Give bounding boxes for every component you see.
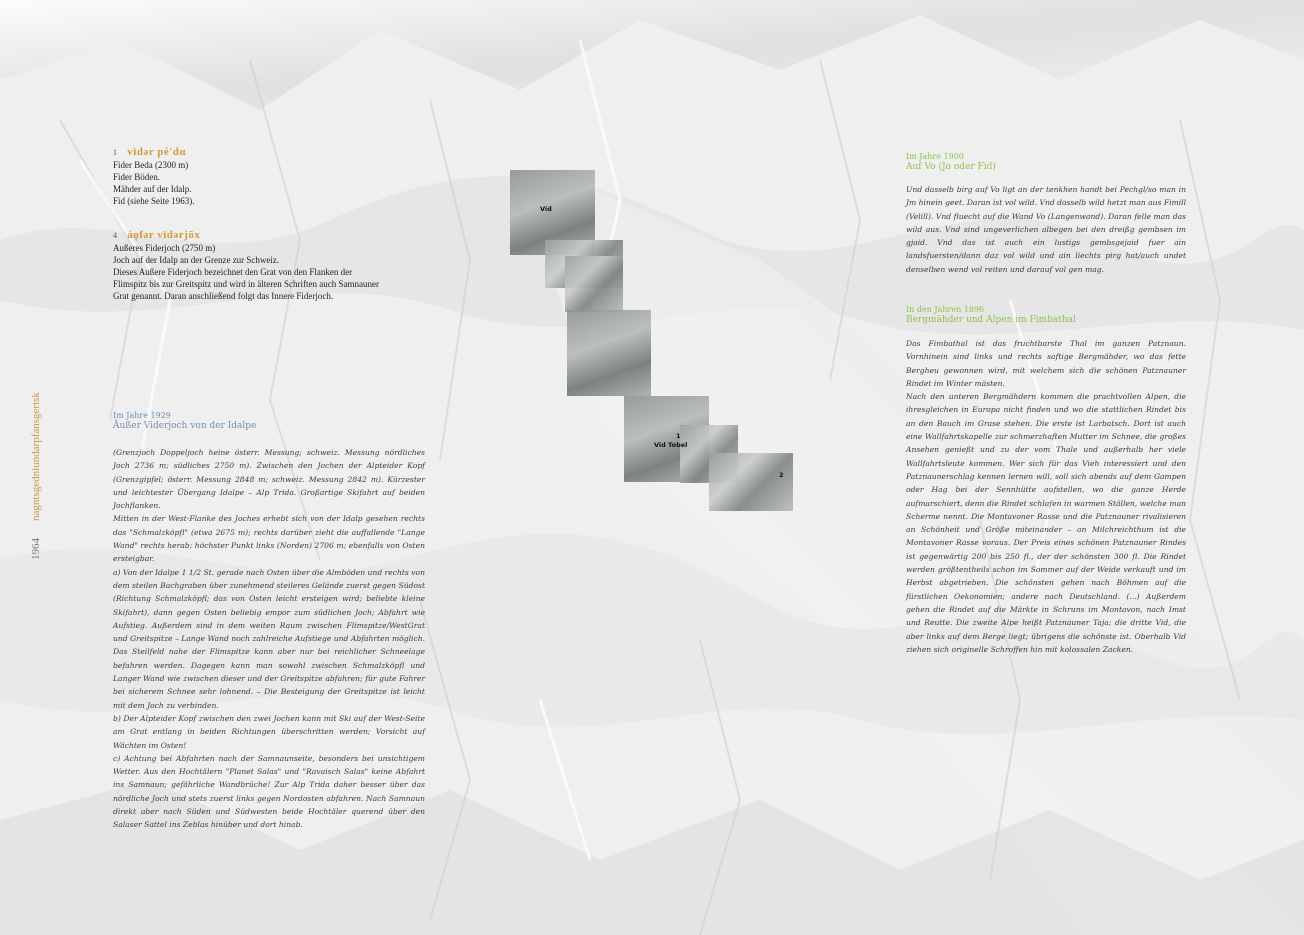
entry-number: 1 bbox=[113, 148, 117, 157]
entry-line: Joch auf der Idalp an der Grenze zur Schweiz. bbox=[113, 255, 280, 265]
article-paragraph: Mitten in der West-Flanke des Joches erhebt sich von der Idalp gesehen rechts das "Schmalzköpfl" (etwa 2675 m); rechts darüber zieht die auffallende "Lange Wand" rechts herab; höchster Punkt links (Norden) 2706 m; ebenfalls von Osten ersteigbar. bbox=[113, 514, 425, 564]
entry-phonetic: vīdər pé'dα bbox=[127, 146, 187, 158]
right-article-2-body bbox=[906, 337, 1186, 656]
map-label-vid-tobel: Vid Tobel bbox=[654, 441, 688, 449]
left-article-title: Äußer Viderjoch von der Idalpe bbox=[113, 421, 257, 431]
page-year: 1964 bbox=[30, 538, 42, 560]
entry-line: Fider Böden. bbox=[113, 172, 160, 182]
page-place-name: nagntsgedniundarpfansgertsk bbox=[30, 392, 42, 522]
article-paragraph: Nach den unteren Bergmähdern kommen die prachtvollen Alpen, die ihresgleichen in Europa nicht finden und wo die stattlichen Rindet bis an den Bauch im Grase stehen. Die erste ist Larbatsch. Dort ist auch eine Wallfahrtskapelle zur schmerzhaften Mutter im Schnee, die großes Ansehen genießt und zu der vom Thale und außerhalb her viele Wallfahrtsleute kommen. Wer sich für das Vieh interessiert und den Patznaunerschlag kennen lernen will, soll sich abends auf dem Gampen oder Hag bei der Sennhütte aufstellen, wo die ganze Herde aufmarschiert, denn die Rindet schlafen in warmen Ställen, welche man Scherme nennt. Die Montavoner Rasse und die Patznauner rivalisieren an Schönheit und Größe miteinander – an Milchreichthum ist die Montavoner Rasse voraus. Der Preis eines schönen Patznauner Rindes ist gegenwärtig 200 bis 250 fl., der der schönsten 300 fl. Die Rindet werden größtentheils schon im Sommer auf der Weide verkauft und im Herbst abgetrieben. Die schönsten gehen nach Böhmen auf die fürstlichen Oekonomien; andere nach Deutschland. (...) Außerdem gehen die Rindet auf die Märkte in Schruns im Montavon, nach Imst und Reutte. Die zweite Alpe heißt Patznauner Taja; die dritte Vid, die aber links auf dem Berge liegt; übrigens die schönste ist. Oberhalb Vid ziehen sich originelle Schroffen hin mit kolossalen Zacken. bbox=[906, 392, 1186, 654]
right-article-1-title: Auf Vo (Jo oder Fid) bbox=[906, 162, 996, 172]
entry-line: Grat genannt. Daran anschließend folgt das Innere Fiderjoch. bbox=[113, 291, 334, 301]
left-article-body bbox=[113, 446, 425, 832]
toponym-entry-1 bbox=[113, 146, 195, 207]
article-paragraph: Das Fimbathal ist das fruchtbarste Thal im ganzen Patznaun. Vornhinein sind links und rechts saftige Bergmähder, wo das fette Bergheu gewonnen wird, mit welchem sich die schönen Patznauner Rindet im Winter mästen. bbox=[906, 339, 1186, 388]
page-side-label bbox=[30, 375, 42, 560]
left-article-heading bbox=[113, 410, 256, 432]
map-label-vid: Vid bbox=[540, 205, 552, 213]
right-article-1-body bbox=[906, 183, 1186, 276]
entry-line: Dieses Außere Fiderjoch bezeichnet den Grat von den Flanken der bbox=[113, 267, 353, 277]
entry-number: 4 bbox=[113, 231, 117, 240]
entry-phonetic: áǫfər vīdərjōx bbox=[127, 229, 201, 241]
entry-line: Fid (siehe Seite 1963). bbox=[113, 196, 195, 206]
right-article-2-title: Bergmähder und Alpen im Fimbathal bbox=[906, 315, 1077, 325]
relief-patch bbox=[709, 453, 793, 511]
article-paragraph: b) Der Alpteider Kopf zwischen den zwei Jochen kann mit Ski auf der West-Seite am Grat entlang in beiden Richtungen überschritten werden; Vorsicht auf Wächten im Osten! bbox=[113, 713, 425, 750]
relief-patch bbox=[567, 310, 651, 396]
left-article-year: Im Jahre 1929 bbox=[113, 411, 171, 420]
relief-patch bbox=[565, 256, 623, 312]
article-paragraph: (Grenzjoch Doppeljoch heine österr. Messung; schweiz. Messung nördliches Joch 2736 m; südliches 2750 m). Zwischen den Jochen der Alpteider Kopf (Grenzgipfel; österr. Messung 2848 m; schweiz. Messung 2842 m). Kürzester und leichtester Übergang Idalpe – Alp Trida. Großartige Skifahrt auf beiden Jochflanken. bbox=[113, 448, 425, 511]
right-article-2-year: In den Jahren 1896 bbox=[906, 305, 985, 314]
entry-line: Fider Beda (2300 m) bbox=[113, 160, 189, 170]
article-paragraph: Und dasselb birg auf Vo ligt an der tenkhen handt bei Pechgl/so man in Jm hinein geet. Daran ist vol wild. Vnd dasselb wild hetzt man aus Fimill (Velill). Vnd fluecht auf die Wand Vo (Langenwand). Daran felle man das wild aus. Vnd sind ungeverlichen albegen bei den dreißg gembsen im gjaid. Vnd das ist auch ein lustigs gembsgejaid fuer ain landsfuersten/dann daz vol wild und ain liechts pirg hat/auch undet denselben wend vol reiten und darauf vol gen mag. bbox=[906, 185, 1186, 274]
right-article-2-heading bbox=[906, 304, 1076, 326]
entry-line: Mähder auf der Idalp. bbox=[113, 184, 192, 194]
entry-line: Außeres Fiderjoch (2750 m) bbox=[113, 243, 216, 253]
article-paragraph: a) Von der Idalpe 1 1/2 St. gerade nach Osten über die Almböden und rechts von dem steilen Bachgraben über zunehmend steileres Gelände zuerst gegen Südost (Richtung Schmalzköpfl; das von Osten leicht ersteigen wird; beliebte kleine Skifahrt), dann gegen Osten beliebig empor zum südlichen Joch; Abfahrt wie Aufstieg. Außerdem sind in dem weiten Raum zwischen Flimspitze/WestGrat und Greitspitze – Lange Wand noch zahlreiche Aufstiege und Abfahrten möglich. Das Steilfeld nahe der Flimspitze kann aber nur bei reichlicher Schneelage befahren werden. Dagegen kann man sowohl zwischen Schmalzköpfl und Langer Wand wie zwischen dieser und der Greitspitze abfahren; für gute Fahrer bei sicherem Schnee sehr lohnend. – Die Besteigung der Greitspitze ist leicht mit dem Joch zu verbinden. bbox=[113, 567, 425, 710]
toponym-entry-4 bbox=[113, 229, 379, 302]
right-article-1-year: Im Jahre 1900 bbox=[906, 152, 964, 161]
map-label-number-2: 2 bbox=[779, 471, 784, 479]
entry-line: Flimspitz bis zur Greitspitz und wird in älteren Schriften auch Samnauner bbox=[113, 279, 379, 289]
article-paragraph: c) Achtung bei Abfahrten nach der Samnaunseite, besonders bei unsichtigem Wetter. Aus den Hochtälern "Planet Salas" und "Ravaisch Salas" keine Abfahrt ins Samnaun; gefährliche Wandbrüche! Zur Alp Trida daher besser über das nördliche Joch und stets zuerst links gegen Nordosten abfahren. Nach Samnaun direkt aber nach Süden und Südwesten beide Hochtäler querend über den Salaser Sattel ins Zeblas hinüber und dort hinab. bbox=[113, 753, 425, 830]
right-article-1-heading bbox=[906, 151, 996, 173]
map-label-number-1: 1 bbox=[676, 432, 681, 440]
